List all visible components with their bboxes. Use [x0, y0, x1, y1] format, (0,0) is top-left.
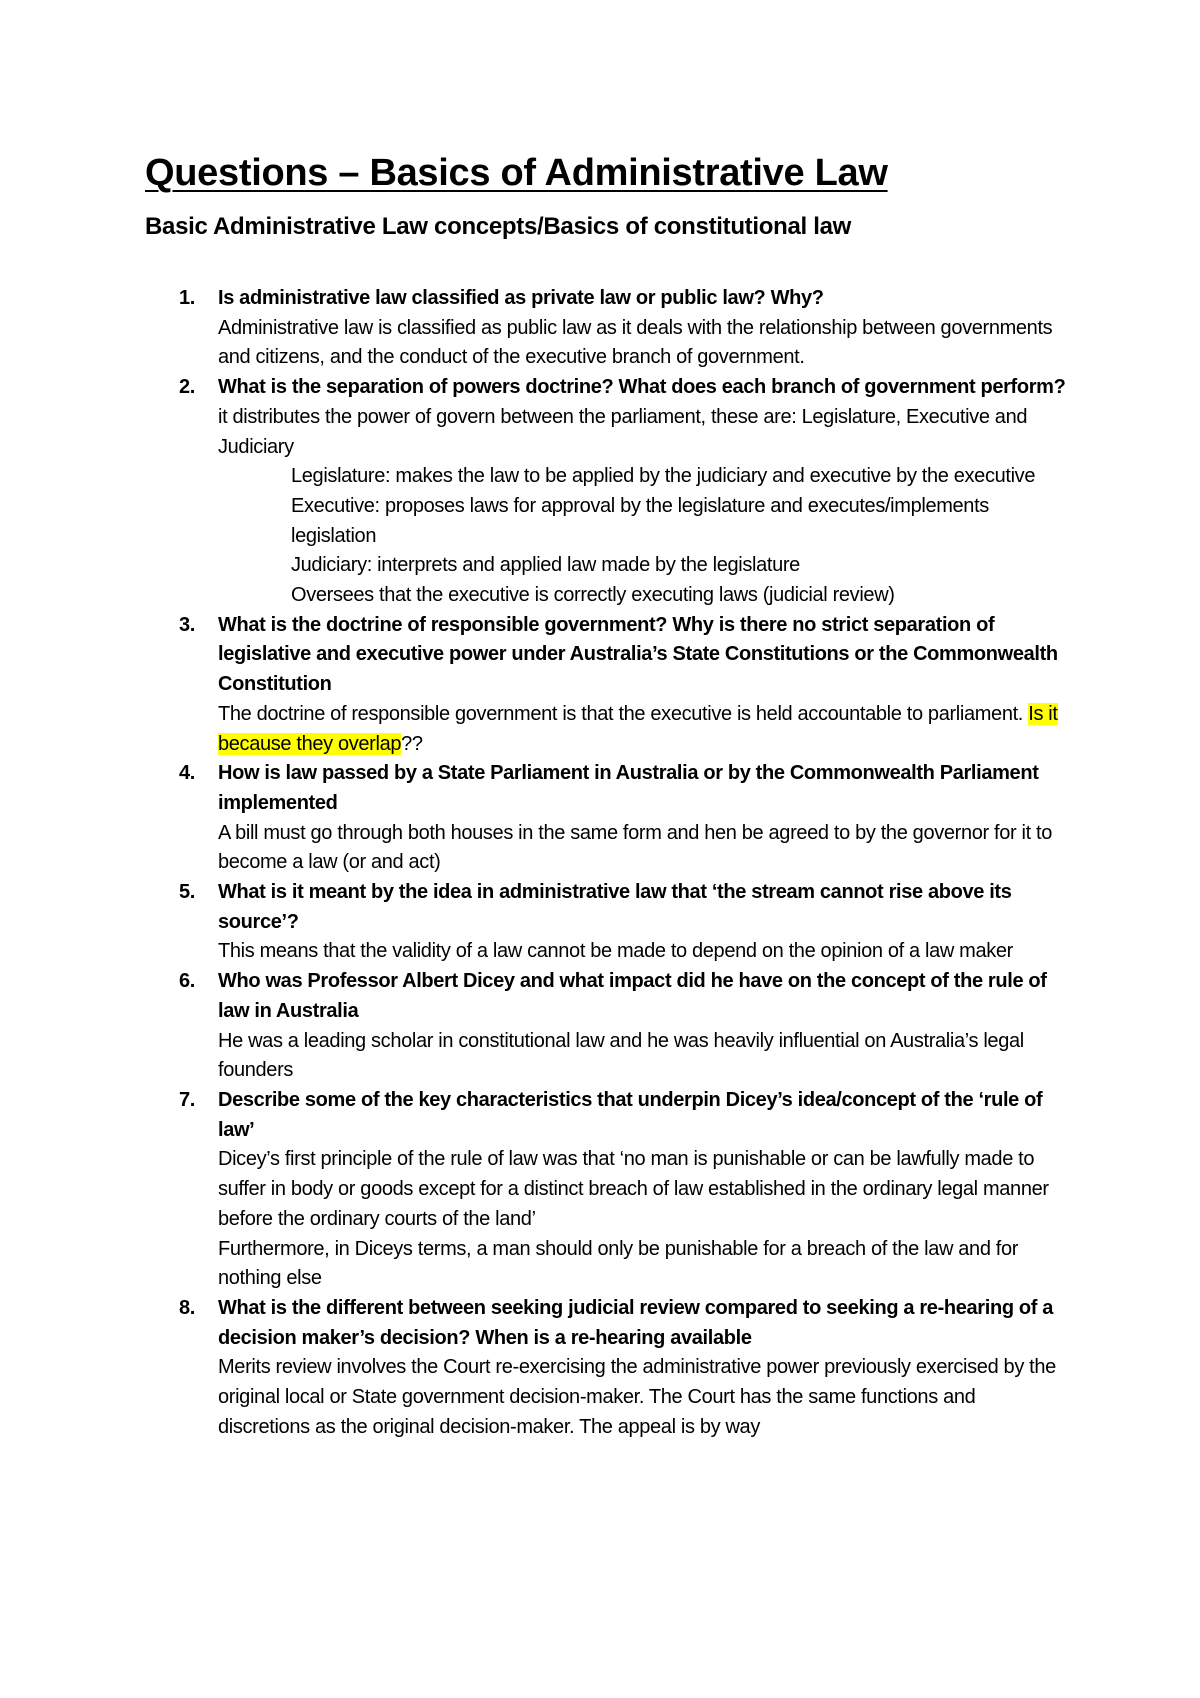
document-subtitle: Basic Administrative Law concepts/Basics of constitutional law [145, 213, 852, 240]
answer-detail-executive: Executive: proposes laws for approval by the legislature and executes/implements legislation [291, 494, 989, 547]
answer-text: A bill must go through both houses in the same form and hen be agreed to by the governor for it to become a law (or and act) [218, 821, 1053, 874]
question-text: What is the different between seeking judicial review compared to seeking a re-hearing of a decision maker’s decision? When is a re-hearing available [218, 1296, 1054, 1349]
answer-text: Dicey’s first principle of the rule of law was that ‘no man is punishable or can be lawfully made to suffer in body or goods except for a distinct breach of law established in the ordinary legal manner before the ordinary courts of the land’ [218, 1148, 1049, 1230]
question-text: What is the doctrine of responsible government? Why is there no strict separation of legislative and executive power under Australia’s State Constitutions or the Commonwealth Constitution [218, 613, 1058, 696]
question-item-2 [145, 373, 1070, 611]
answer-text: He was a leading scholar in constitutional law and he was heavily influential on Australia’s legal founders [218, 1029, 1024, 1082]
question-number: 6. [179, 970, 195, 993]
question-number: 2. [179, 376, 195, 399]
question-number: 3. [179, 613, 195, 636]
question-item-1 [145, 284, 1070, 373]
answer-text: This means that the validity of a law cannot be made to depend on the opinion of a law maker [218, 940, 1013, 963]
question-item-4 [145, 759, 1070, 878]
answer-text-continued: Furthermore, in Diceys terms, a man should only be punishable for a breach of the law and for nothing else [218, 1237, 1019, 1290]
question-text: Is administrative law classified as private law or public law? Why? [218, 287, 824, 309]
question-item-7 [145, 1086, 1070, 1294]
question-text: Describe some of the key characteristics that underpin Dicey’s idea/concept of the ‘rule of law’ [218, 1088, 1043, 1141]
answer-detail-legislature: Legislature: makes the law to be applied by the judiciary and executive by the executive [291, 465, 1036, 488]
answer-text-main: The doctrine of responsible government is that the executive is held accountable to parliament. [218, 702, 1029, 725]
answer-text: Administrative law is classified as public law as it deals with the relationship between governments and citizens, and the conduct of the executive branch of government. [218, 316, 1053, 369]
answer-text: Merits review involves the Court re-exercising the administrative power previously exercised by the original local or State government decision-maker. The Court has the same functions and discretions as the original decision-maker. The appeal is by way [218, 1356, 1056, 1438]
answer-text: it distributes the power of govern between the parliament, these are: Legislature, Executive and Judiciary [218, 405, 1028, 458]
question-text: Who was Professor Albert Dicey and what impact did he have on the concept of the rule of law in Australia [218, 970, 1047, 1022]
question-text: How is law passed by a State Parliament in Australia or by the Commonwealth Parliament implemented [218, 762, 1039, 814]
question-number: 7. [179, 1088, 195, 1111]
highlighted-text: Is it because they overlap [218, 702, 1058, 755]
question-number: 4. [179, 762, 195, 785]
question-item-3 [145, 611, 1070, 760]
document-title: Questions – Basics of Administrative Law [145, 152, 888, 194]
question-text: What is the separation of powers doctrine? What does each branch of government perform? [218, 376, 1066, 399]
question-number: 8. [179, 1296, 195, 1319]
question-item-8 [145, 1294, 1070, 1443]
question-number: 5. [179, 881, 195, 904]
question-number: 1. [179, 287, 195, 309]
question-list [145, 284, 1070, 1442]
question-item-5 [145, 878, 1070, 967]
answer-detail-judiciary: Judiciary: interprets and applied law made by the legislature [291, 554, 800, 577]
question-text: What is it meant by the idea in administrative law that ‘the stream cannot rise above its source’? [218, 881, 1012, 933]
answer-detail-oversight: Oversees that the executive is correctly executing laws (judicial review) [291, 584, 895, 607]
answer-text-tail: ?? [401, 732, 423, 755]
answer-text [218, 700, 1070, 759]
question-item-6 [145, 967, 1070, 1086]
